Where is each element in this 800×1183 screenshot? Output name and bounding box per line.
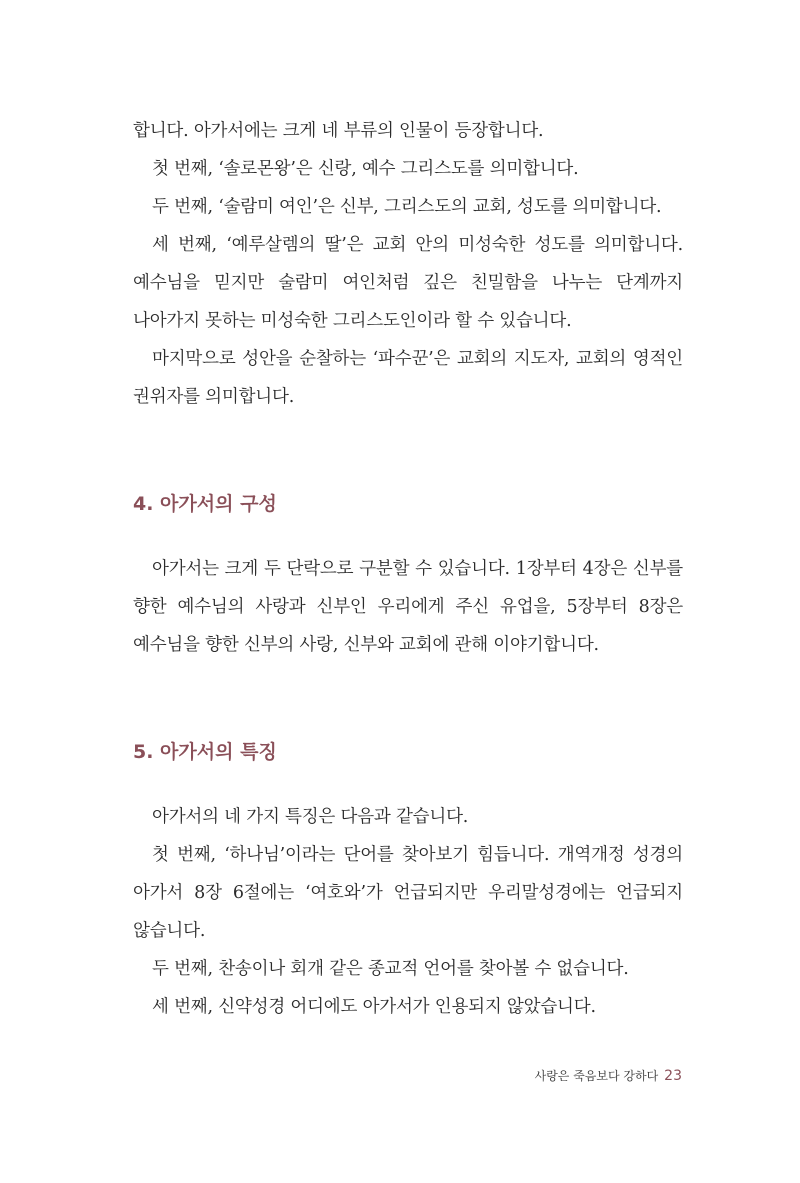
page-number: 23 [664,1068,682,1084]
paragraph-feature-three: 세 번째, 신약성경 어디에도 아가서가 인용되지 않았습니다. [152,997,596,1017]
paragraph-features-intro: 아가서의 네 가지 특징은 다음과 같습니다. [152,807,469,827]
section-features-body [133,798,683,1026]
section-structure-body [133,550,683,664]
paragraph-structure: 아가서는 크게 두 단락으로 구분할 수 있습니다. 1장부터 4장은 신부를 향한 예수님의 사랑과 신부인 우리에게 주신 유업을, 5장부터 8장은 예수님을 향한 신부의 사랑, 신부와 교회에 관해 이야기합니다. [133,559,683,655]
page-body [133,112,683,1026]
paragraph-feature-one: 첫 번째, ‘하나님’이라는 단어를 찾아보기 힘듭니다. 개역개정 성경의 아가서 8장 6절에는 ‘여호와’가 언급되지만 우리말성경에는 언급되지 않습니다. [133,845,683,941]
paragraph-continuation: 합니다. 아가서에는 크게 네 부류의 인물이 등장합니다. [133,121,544,141]
running-title: 사랑은 죽음보다 강하다 [534,1069,659,1083]
page-footer [535,1067,682,1084]
paragraph-first-figure: 첫 번째, ‘솔로몬왕’은 신랑, 예수 그리스도를 의미합니다. [152,159,579,179]
paragraph-feature-two: 두 번째, 찬송이나 회개 같은 종교적 언어를 찾아볼 수 없습니다. [152,959,629,979]
paragraph-third-figure: 세 번째, ‘예루살렘의 딸’은 교회 안의 미성숙한 성도를 의미합니다. 예수님을 믿지만 술람미 여인처럼 깊은 친밀함을 나누는 단계까지 나아가지 못하는 미성숙한 그리스도인이라 할 수 있습니다. [133,235,683,331]
paragraph-second-figure: 두 번째, ‘술람미 여인’은 신부, 그리스도의 교회, 성도를 의미합니다. [152,197,662,217]
paragraph-fourth-figure: 마지막으로 성안을 순찰하는 ‘파수꾼’은 교회의 지도자, 교회의 영적인 권위자를 의미합니다. [133,349,683,407]
section-heading-features: 5. 아가서의 특징 [133,741,277,763]
section-heading-structure: 4. 아가서의 구성 [133,493,277,515]
